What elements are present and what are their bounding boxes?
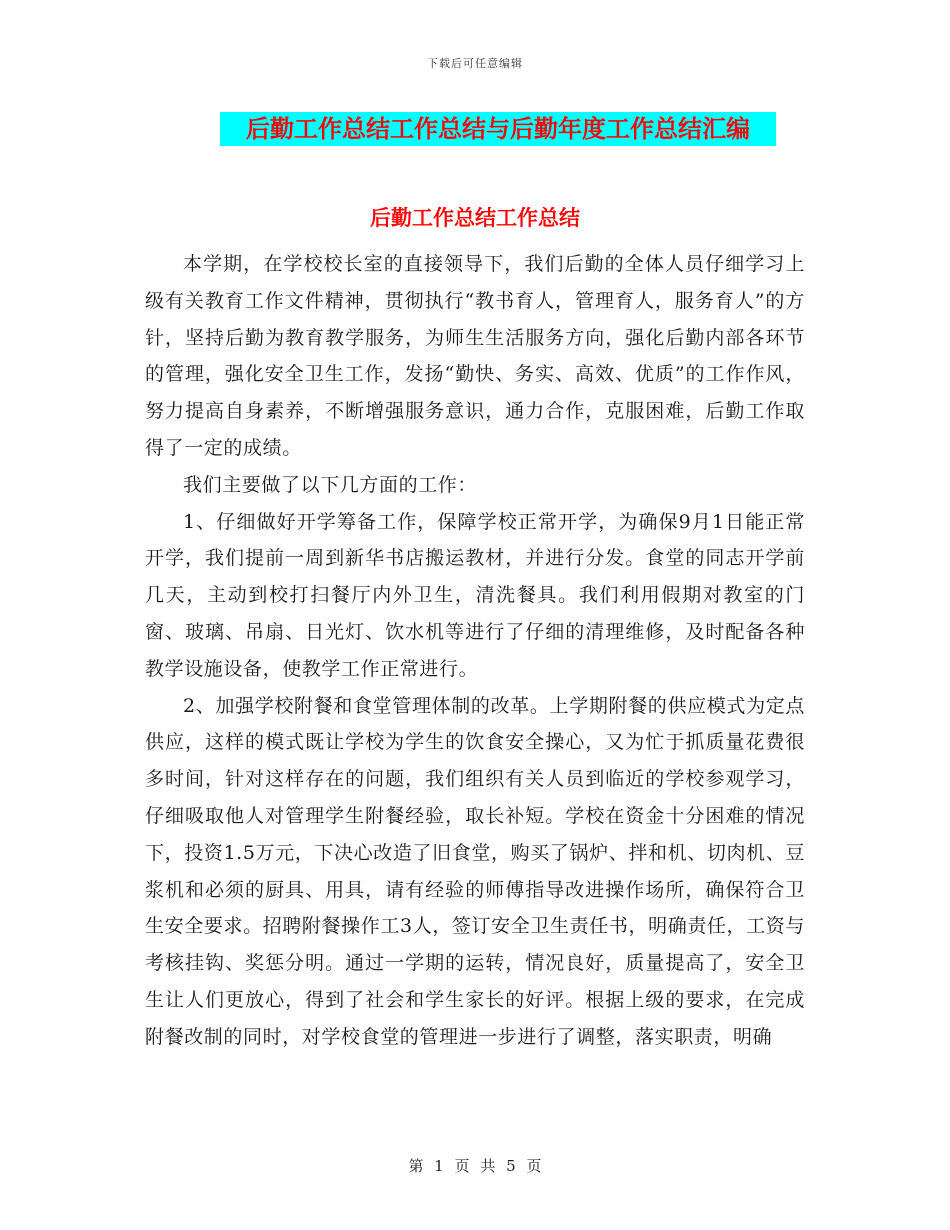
paragraph-work-overview: 我们主要做了以下几方面的工作： — [183, 473, 478, 496]
page-number: 第 1 页 共 5 页 — [408, 1157, 542, 1175]
paragraph-item-1: 1、仔细做好开学筹备工作，保障学校正常开学，为确保9月1日能正常开学，我们提前一周到新华书店搬运教材，并进行分发。食堂的同志开学前几天，主动到校打扫餐厅内外卫生，清洗餐具。我们利用假期对教室的门窗、玻璃、吊扇、日光灯、饮水机等进行了仔细的清理维修，及时配备各种教学设施设备，使教学工作正常进行。 — [145, 510, 805, 680]
main-title-highlight — [220, 112, 776, 146]
document-title: 后勤工作总结工作总结与后勤年度工作总结汇编 — [246, 115, 750, 143]
paragraph-intro: 本学期，在学校校长室的直接领导下，我们后勤的全体人员仔细学习上级有关教育工作文件精神，贯彻执行“教书育人，管理育人，服务育人”的方针，坚持后勤为教育教学服务，为师生生活服务方向，强化后勤内部各环节的管理，强化安全卫生工作，发扬“勤快、务实、高效、优质”的工作作风，努力提高自身素养，不断增强服务意识，通力合作，克服困难，后勤工作取得了一定的成绩。 — [145, 253, 805, 459]
document-body — [145, 246, 805, 1056]
section-title: 后勤工作总结工作总结 — [370, 206, 580, 230]
header-note: 下载后可任意编辑 — [427, 57, 523, 70]
paragraph-item-2: 2、加强学校附餐和食堂管理体制的改革。上学期附餐的供应模式为定点供应，这样的模式既让学校为学生的饮食安全操心，又为忙于抓质量花费很多时间，针对这样存在的问题，我们组织有关人员到临近的学校参观学习，仔细吸取他人对管理学生附餐经验，取长补短。学校在资金十分困难的情况下，投资1.5万元，下决心改造了旧食堂，购买了锅炉、拌和机、切肉机、豆浆机和必须的厨具、用具，请有经验的师傅指导改进操作场所，确保符合卫生安全要求。招聘附餐操作工3人，签订安全卫生责任书，明确责任，工资与考核挂钩、奖惩分明。通过一学期的运转，情况良好，质量提高了，安全卫生让人们更放心，得到了社会和学生家长的好评。根据上级的要求，在完成附餐改制的同时，对学校食堂的管理进一步进行了调整，落实职责，明确 — [145, 694, 805, 1048]
